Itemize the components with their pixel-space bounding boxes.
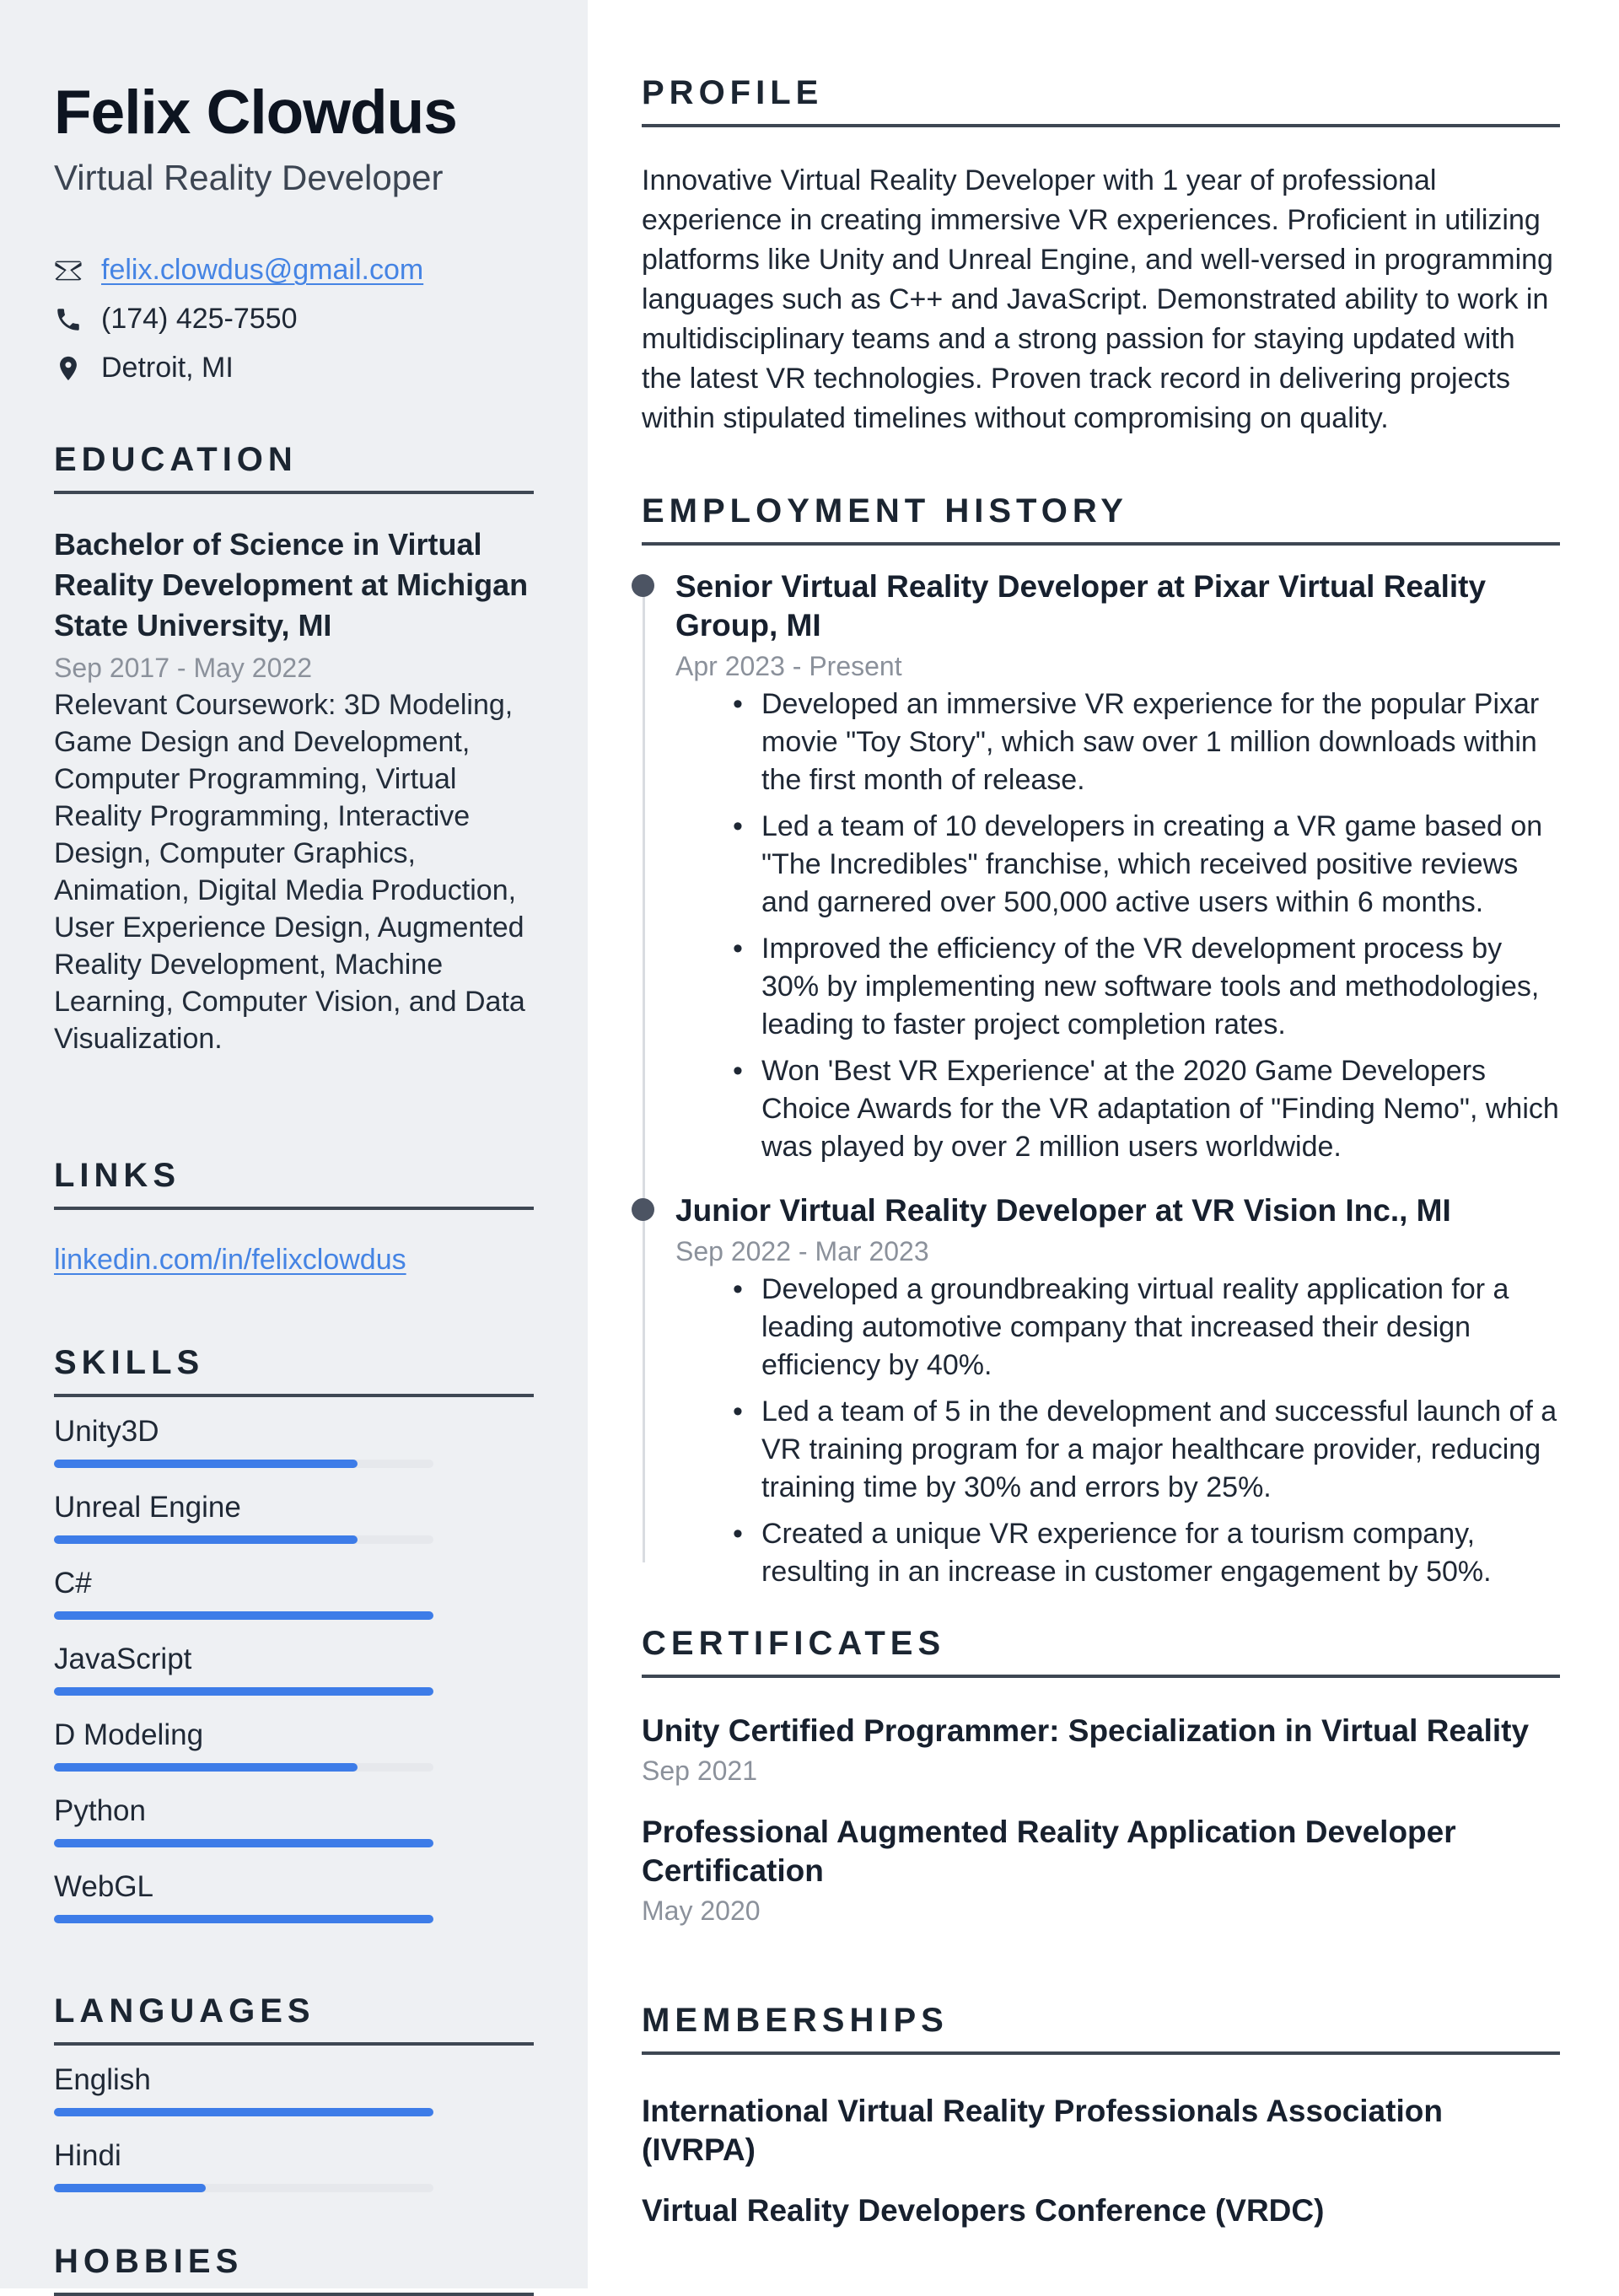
job-bullet-list — [675, 686, 1560, 1166]
timeline-dot — [632, 1198, 654, 1221]
skill-label: WebGL — [54, 1869, 154, 1903]
bullet-glyph: • — [733, 688, 743, 720]
location-pin-icon — [54, 354, 83, 383]
language-bar-track — [54, 2184, 433, 2192]
language-bar-track — [54, 2108, 433, 2116]
skill-bar-fill — [54, 1763, 358, 1772]
memberships-section — [642, 2002, 1560, 2230]
memberships-heading: MEMBERSHIPS — [642, 2002, 1560, 2055]
bullet-glyph: • — [733, 1518, 743, 1550]
skill-item — [54, 1793, 534, 1847]
email-link[interactable]: felix.clowdus@gmail.com — [101, 254, 424, 287]
profile-section — [642, 74, 1560, 438]
bullet-glyph: • — [733, 933, 743, 965]
education-section — [54, 441, 534, 1057]
membership-item: Virtual Reality Developers Conference (VRDC) — [642, 2193, 1325, 2228]
job-title: Junior Virtual Reality Developer at VR Vision Inc., MI — [675, 1193, 1451, 1228]
job-bullet — [733, 808, 1560, 922]
skill-label: Unity3D — [54, 1414, 159, 1448]
certificate-title: Unity Certified Programmer: Specialization in Virtual Reality — [642, 1713, 1530, 1748]
bullet-glyph: • — [733, 1055, 743, 1087]
job-bullet-text: Developed a groundbreaking virtual reality application for a leading automotive company that increased their design efficiency by 40%. — [761, 1273, 1509, 1381]
skill-bar-fill — [54, 1460, 358, 1468]
job-bullet-text: Led a team of 5 in the development and successful launch of a VR training program for a major healthcare provider, reducing training time by 30% and errors by 25%. — [761, 1395, 1557, 1503]
skill-item — [54, 1869, 534, 1923]
bullet-glyph: • — [733, 1273, 743, 1305]
skill-item — [54, 1414, 534, 1468]
skill-bar-fill — [54, 1915, 433, 1923]
job-entry — [675, 567, 1560, 1166]
skill-bar-track — [54, 1915, 433, 1923]
job-bullet — [733, 1515, 1560, 1591]
education-coursework: Relevant Coursework: 3D Modeling, Game Design and Development, Computer Programming, Virtual Reality Programming, Interactive Design, Computer Graphics, Animation, Digital Media Production, User Experience Design, Augmented Reality Development, Machine Learning, Computer Vision, and Data Visualization. — [54, 688, 525, 1055]
job-bullet-text: Improved the efficiency of the VR development process by 30% by implementing new software tools and methodologies, leading to faster project completion rates. — [761, 933, 1540, 1040]
certificates-heading: CERTIFICATES — [642, 1625, 1560, 1678]
skill-bar-track — [54, 1687, 433, 1696]
skills-section — [54, 1344, 534, 1923]
job-bullet-text: Led a team of 10 developers in creating a VR game based on "The Incredibles" franchise, which received positive reviews and garnered over 500,000 active users within 6 months. — [761, 810, 1543, 918]
main-column — [588, 0, 1619, 2288]
job-bullet-text: Developed an immersive VR experience for the popular Pixar movie "Toy Story", which saw over 1 million downloads within the first month of release. — [761, 688, 1540, 796]
job-bullet — [733, 1393, 1560, 1507]
language-bar-fill — [54, 2184, 206, 2192]
skill-bar-track — [54, 1460, 433, 1468]
contact-block — [54, 252, 534, 387]
job-bullet — [733, 1271, 1560, 1385]
skill-bar-track — [54, 1611, 433, 1620]
certificate-date: May 2020 — [642, 1895, 761, 1926]
certificate-item — [642, 1712, 1560, 1788]
skill-item — [54, 1566, 534, 1620]
skill-bar-fill — [54, 1535, 358, 1544]
languages-heading: LANGUAGES — [54, 1992, 534, 2046]
job-bullet — [733, 930, 1560, 1044]
links-heading: LINKS — [54, 1157, 534, 1210]
person-name: Felix Clowdus — [54, 78, 457, 147]
contact-location-row — [54, 350, 534, 387]
language-item — [54, 2138, 534, 2192]
job-dates: Apr 2023 - Present — [675, 651, 902, 681]
employment-section — [642, 492, 1560, 1591]
job-bullet-text: Won 'Best VR Experience' at the 2020 Game Developers Choice Awards for the VR adaptation of "Finding Nemo", which was played by over 2 million users worldwide. — [761, 1055, 1559, 1163]
sidebar — [0, 0, 588, 2288]
skill-bar-fill — [54, 1839, 433, 1847]
phone-icon — [54, 305, 83, 334]
skill-bar-track — [54, 1839, 433, 1847]
hobbies-section — [54, 2243, 534, 2296]
envelope-icon — [54, 256, 83, 285]
job-bullet — [733, 686, 1560, 799]
skill-item — [54, 1642, 534, 1696]
bullet-glyph: • — [733, 810, 743, 842]
skill-bar-fill — [54, 1687, 433, 1696]
links-section — [54, 1157, 534, 1277]
contact-phone-row — [54, 301, 534, 338]
skill-bar-track — [54, 1535, 433, 1544]
job-entry — [675, 1191, 1560, 1591]
certificate-item — [642, 1813, 1560, 1928]
linkedin-link[interactable]: linkedin.com/in/felixclowdus — [54, 1243, 406, 1276]
language-label: Hindi — [54, 2138, 121, 2172]
degree-title: Bachelor of Science in Virtual Reality Development at Michigan State University, MI — [54, 526, 529, 643]
skill-label: JavaScript — [54, 1642, 192, 1675]
education-heading: EDUCATION — [54, 441, 534, 494]
location-text: Detroit, MI — [101, 352, 234, 384]
skill-item — [54, 1718, 534, 1772]
timeline-dot — [632, 574, 654, 597]
skills-heading: SKILLS — [54, 1344, 534, 1397]
job-bullet-list — [675, 1271, 1560, 1591]
job-bullet-text: Created a unique VR experience for a tourism company, resulting in an increase in customer engagement by 50%. — [761, 1518, 1492, 1588]
membership-item: International Virtual Reality Professionals Association (IVRPA) — [642, 2094, 1443, 2167]
skill-item — [54, 1490, 534, 1544]
profile-text: Innovative Virtual Reality Developer with 1 year of professional experience in creating immersive VR experiences. Proficient in utilizing platforms like Unity and Unreal Engine, and well-versed in programming languages such as C++ and JavaScript. Demonstrated ability to work in multidisciplinary teams and a strong passion for staying updated with the latest VR technologies. Proven track record in delivering projects within stipulated timelines without compromising on quality. — [642, 164, 1553, 434]
profile-heading: PROFILE — [642, 74, 1560, 127]
employment-heading: EMPLOYMENT HISTORY — [642, 492, 1560, 546]
skill-label: Unreal Engine — [54, 1490, 241, 1524]
skill-bar-fill — [54, 1611, 433, 1620]
skills-list — [54, 1414, 534, 1923]
language-label: English — [54, 2062, 151, 2096]
languages-list — [54, 2062, 534, 2192]
language-bar-fill — [54, 2108, 433, 2116]
timeline-line — [643, 579, 645, 1562]
phone-number: (174) 425-7550 — [101, 303, 298, 336]
job-dates: Sep 2022 - Mar 2023 — [675, 1236, 929, 1266]
languages-section — [54, 1992, 534, 2192]
person-job-title: Virtual Reality Developer — [54, 157, 444, 197]
bullet-glyph: • — [733, 1395, 743, 1428]
employment-timeline — [642, 567, 1560, 1591]
contact-email-row — [54, 252, 534, 289]
skill-bar-track — [54, 1763, 433, 1772]
certificate-title: Professional Augmented Reality Application Developer Certification — [642, 1815, 1456, 1888]
education-dates: Sep 2017 - May 2022 — [54, 652, 312, 683]
certificate-date: Sep 2021 — [642, 1756, 758, 1786]
certificates-section — [642, 1625, 1560, 1928]
hobbies-heading: HOBBIES — [54, 2243, 534, 2296]
job-title: Senior Virtual Reality Developer at Pixar Virtual Reality Group, MI — [675, 569, 1487, 643]
link-item — [54, 1244, 534, 1277]
skill-label: Python — [54, 1793, 146, 1827]
language-item — [54, 2062, 534, 2116]
skill-label: C# — [54, 1566, 92, 1600]
skill-label: D Modeling — [54, 1718, 204, 1751]
job-bullet — [733, 1052, 1560, 1166]
